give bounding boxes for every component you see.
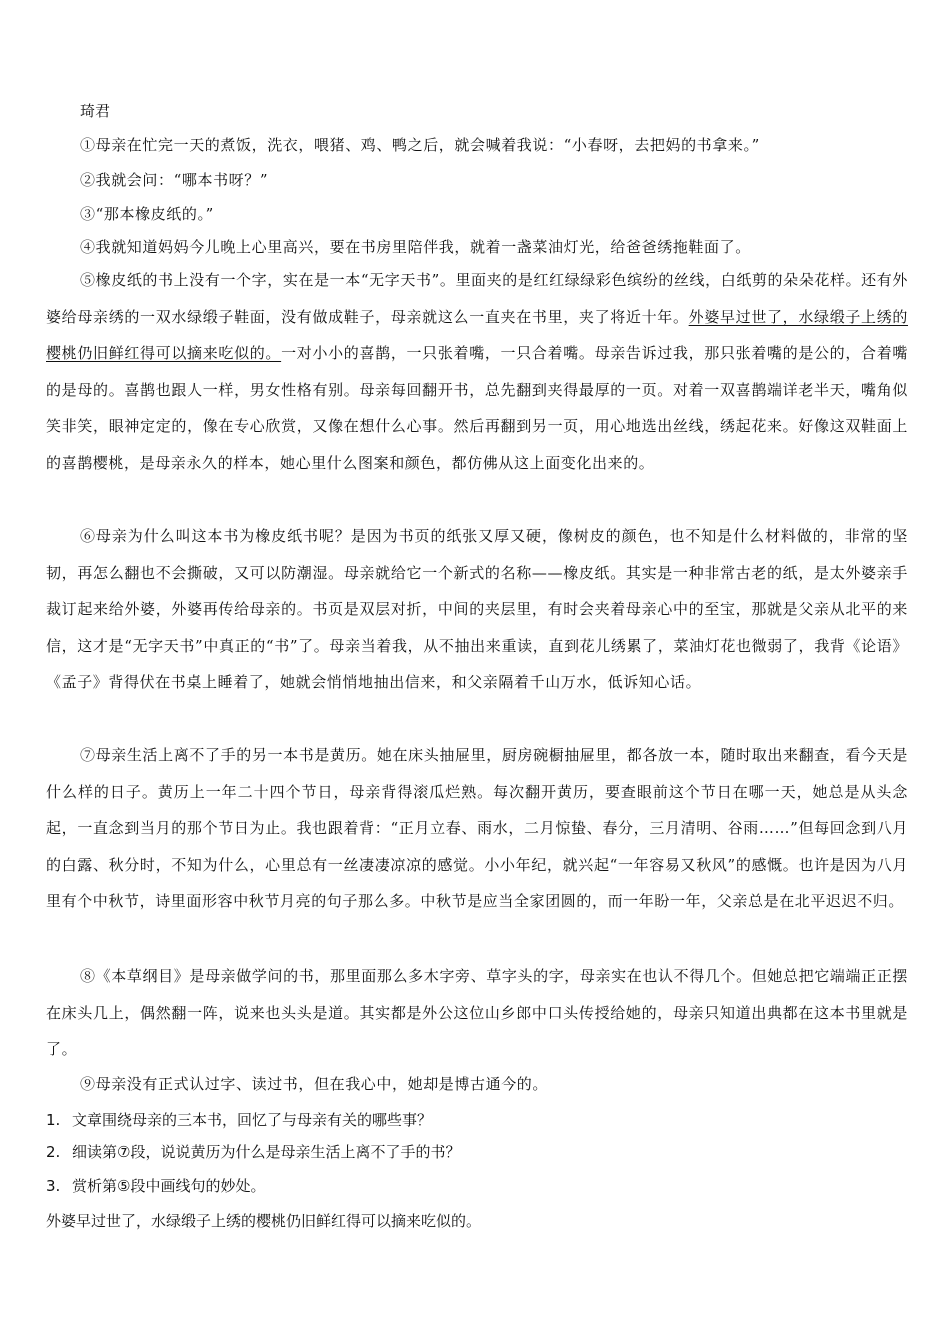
paragraph-8: ⑧《本草纲目》是母亲做学问的书，那里面那么多木字旁、草字头的字，母亲实在也认不得几个。但她总把它端端正正摆在床头几上，偶然翻一阵，说来也头头是道。其实都是外公这位山乡郎中口头传授给她的，母亲只知道出典都在这本书里就是了。 <box>46 967 908 1058</box>
question-text: 文章围绕母亲的三本书，回忆了与母亲有关的哪些事？ <box>72 1111 433 1129</box>
question-1 <box>46 1109 908 1131</box>
question-number: 1. <box>46 1111 61 1129</box>
question-text: 细读第⑦段，说说黄历为什么是母亲生活上离不了手的书？ <box>72 1143 461 1161</box>
quoted-sentence: 外婆早过世了，水绿缎子上绣的樱桃仍旧鲜红得可以摘来吃似的。 <box>46 1212 482 1230</box>
question-number: 2. <box>46 1143 61 1161</box>
paragraph-5-after: 一对小小的喜鹊，一只张着嘴，一只合着嘴。母亲告诉过我，那只张着嘴的是公的，合着嘴的是母的。喜鹊也跟人一样，男女性格有别。母亲每回翻开书，总先翻到夹得最厚的一页。对着一双喜鹊端详老半天，嘴角似笑非笑，眼神定定的，像在专心欣赏，又像在想什么心事。然后再翻到另一页，用心地选出丝线，绣起花来。好像这双鞋面上的喜鹊樱桃，是母亲永久的样本，她心里什么图案和颜色，都仿佛从这上面变化出来的。 <box>46 344 908 472</box>
question-2 <box>46 1141 908 1163</box>
underlined-sentence: 外婆早过世了，水绿缎子上绣的樱桃仍旧鲜红得可以摘来吃似的。 <box>46 307 909 362</box>
paragraph-3: ③“那本橡皮纸的。” <box>80 205 214 223</box>
paragraph-2: ②我就会问：“哪本书呀？” <box>80 171 269 189</box>
question-text: 赏析第⑤段中画线句的妙处。 <box>72 1177 266 1195</box>
question-3 <box>46 1175 908 1197</box>
paragraph-9: ⑨母亲没有正式认过字、读过书，但在我心中，她却是博古通今的。 <box>80 1075 549 1093</box>
paragraph-5 <box>46 262 908 481</box>
paragraph-4: ④我就知道妈妈今儿晚上心里高兴，要在书房里陪伴我，就着一盏菜油灯光，给爸爸绣拖鞋面了。 <box>80 238 751 256</box>
paragraph-5-before: ⑤橡皮纸的书上没有一个字，实在是一本“无字天书”。里面夹的是红红绿绿彩色缤纷的丝线，白纸剪的朵朵花样。还有外婆给母亲绣的一双水绿缎子鞋面，没有做成鞋子，母亲就这么一直夹在书里，夹了将近十年。 <box>46 271 908 326</box>
article-author: 琦君 <box>80 102 111 120</box>
paragraph-7: ⑦母亲生活上离不了手的另一本书是黄历。她在床头抽屉里，厨房碗橱抽屉里，都各放一本，随时取出来翻查，看今天是什么样的日子。黄历上一年二十四个节日，母亲背得滚瓜烂熟。每次翻开黄历，要查眼前这个节日在哪一天，她总是从头念起，一直念到当月的那个节日为止。我也跟着背：“正月立春、雨水，二月惊蛰、春分，三月清明、谷雨……”但每回念到八月的白露、秋分时，不知为什么，心里总有一丝凄凄凉凉的感觉。小小年纪，就兴起“一年容易又秋风”的感慨。也许是因为八月里有个中秋节，诗里面形容中秋节月亮的句子那么多。中秋节是应当全家团圆的，而一年盼一年，父亲总是在北平迟迟不归。 <box>46 746 908 910</box>
paragraph-6: ⑥母亲为什么叫这本书为橡皮纸书呢？是因为书页的纸张又厚又硬，像树皮的颜色，也不知是什么材料做的，非常的坚韧，再怎么翻也不会撕破，又可以防潮湿。母亲就给它一个新式的名称——橡皮纸。其实是一种非常古老的纸，是太外婆亲手裁订起来给外婆，外婆再传给母亲的。书页是双层对折，中间的夹层里，有时会夹着母亲心中的至宝，那就是父亲从北平的来信，这才是“无字天书”中真正的“书”了。母亲当着我，从不抽出来重读，直到花儿绣累了，菜油灯花也微弱了，我背《论语》《孟子》背得伏在书桌上睡着了，她就会悄悄地抽出信来，和父亲隔着千山万水，低诉知心话。 <box>46 527 908 691</box>
paragraph-1: ①母亲在忙完一天的煮饭，洗衣，喂猪、鸡、鸭之后，就会喊着我说：“小春呀，去把妈的书拿来。” <box>80 136 760 154</box>
question-number: 3. <box>46 1177 61 1195</box>
